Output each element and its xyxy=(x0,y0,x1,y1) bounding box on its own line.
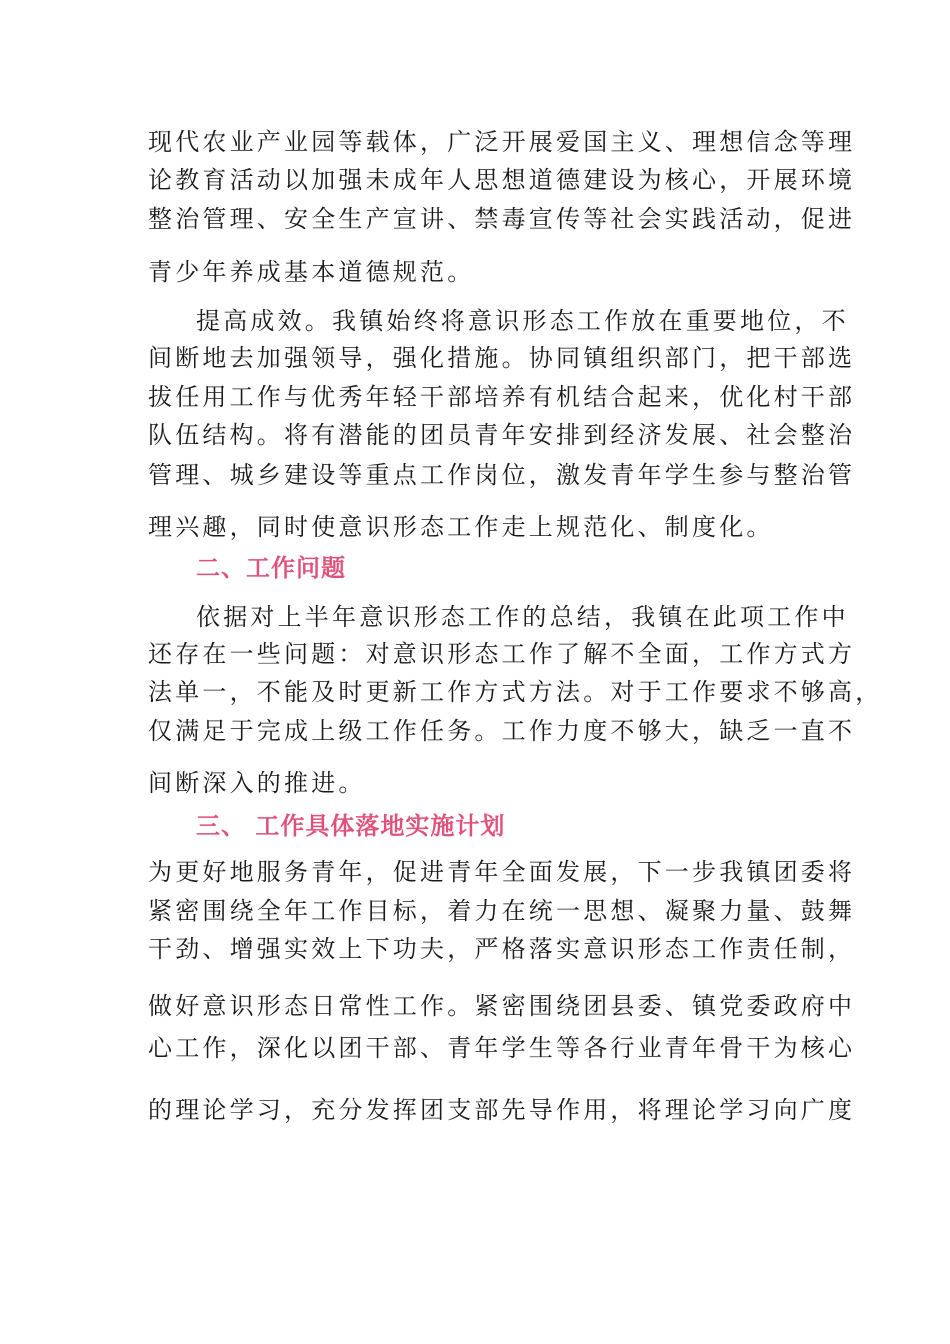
paragraph-3-line-5: 间断深入的推进。 xyxy=(148,769,366,797)
paragraph-2-line-6: 理兴趣，同时使意识形态工作走上规范化、制度化。 xyxy=(148,513,774,541)
section-heading-2: 二、工作问题 xyxy=(196,554,346,582)
paragraph-2-line-3: 拔任用工作与优秀年轻干部培养有机结合起来，优化村干部 xyxy=(148,383,856,411)
paragraph-1-line-2: 论教育活动以加强未成年人思想道德建设为核心，开展环境 xyxy=(148,166,856,194)
paragraph-3-line-3: 法单一，不能及时更新工作方式方法。对于工作要求不够高， xyxy=(148,678,883,706)
paragraph-4-line-5: 心工作，深化以团干部、青年学生等各行业青年骨干为核心 xyxy=(148,1034,856,1062)
paragraph-3-line-4: 仅满足于完成上级工作任务。工作力度不够大，缺乏一直不 xyxy=(148,717,856,745)
paragraph-4-line-1: 为更好地服务青年，促进青年全面发展，下一步我镇团委将 xyxy=(148,858,856,886)
paragraph-1-line-1: 现代农业产业园等载体，广泛开展爱国主义、理想信念等理 xyxy=(148,128,856,156)
paragraph-4-line-3: 干劲、增强实效上下功夫，严格落实意识形态工作责任制， xyxy=(148,935,856,963)
paragraph-4-line-2: 紧密围绕全年工作目标，着力在统一思想、凝聚力量、鼓舞 xyxy=(148,897,856,925)
paragraph-3-line-2: 还存在一些问题：对意识形态工作了解不全面，工作方式方 xyxy=(148,640,856,668)
paragraph-2-line-4: 队伍结构。将有潜能的团员青年安排到经济发展、社会整治 xyxy=(148,421,856,449)
paragraph-2-line-5: 管理、城乡建设等重点工作岗位，激发青年学生参与整治管 xyxy=(148,461,856,489)
paragraph-2-line-1: 提高成效。我镇始终将意识形态工作放在重要地位，不 xyxy=(196,307,849,335)
paragraph-1-line-4: 青少年养成基本道德规范。 xyxy=(148,258,475,286)
section-heading-3: 三、 工作具体落地实施计划 xyxy=(196,812,506,840)
paragraph-1-line-3: 整治管理、安全生产宣讲、禁毒宣传等社会实践活动，促进 xyxy=(148,205,856,233)
paragraph-4-line-6: 的理论学习，充分发挥团支部先导作用，将理论学习向广度 xyxy=(148,1096,856,1124)
paragraph-2-line-2: 间断地去加强领导，强化措施。协同镇组织部门，把干部选 xyxy=(148,344,856,372)
paragraph-3-line-1: 依据对上半年意识形态工作的总结，我镇在此项工作中 xyxy=(196,603,849,631)
paragraph-4-line-4: 做好意识形态日常性工作。紧密围绕团县委、镇党委政府中 xyxy=(148,992,856,1020)
